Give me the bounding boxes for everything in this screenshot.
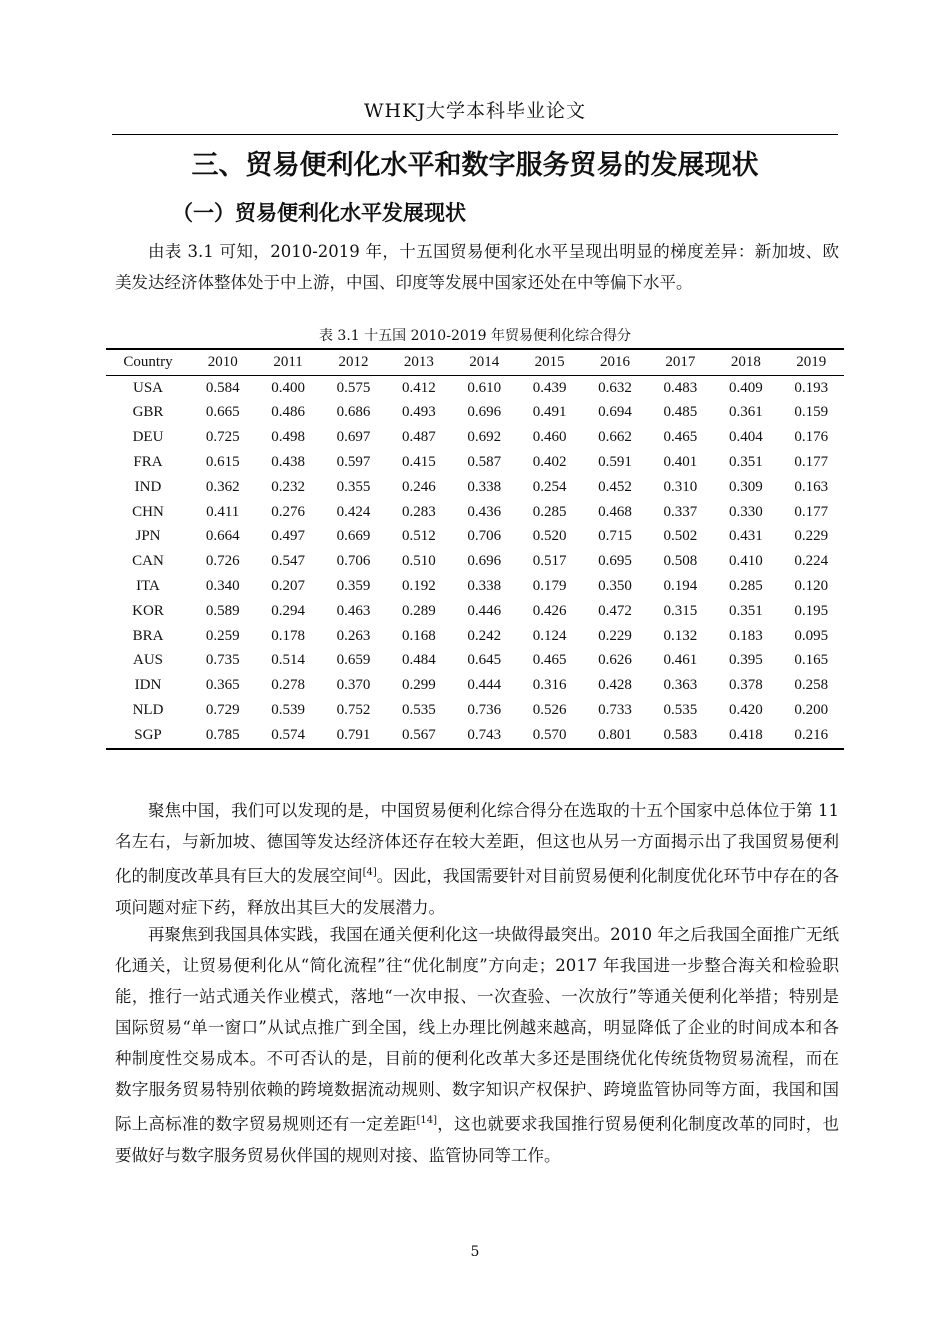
- score-cell: 0.412: [401, 379, 436, 396]
- score-cell: 0.498: [271, 429, 305, 446]
- country-cell: SGP: [134, 726, 162, 743]
- score-cell: 0.575: [336, 379, 371, 396]
- score-cell: 0.370: [336, 677, 371, 694]
- score-cell: 0.410: [728, 553, 763, 570]
- score-cell: 0.735: [205, 652, 240, 669]
- score-cell: 0.192: [401, 578, 436, 595]
- score-cell: 0.424: [336, 503, 371, 520]
- score-cell: 0.570: [532, 726, 567, 743]
- score-cell: 0.378: [728, 677, 763, 694]
- score-cell: 0.283: [401, 503, 436, 520]
- table-row: [106, 723, 844, 749]
- score-cell: 0.517: [532, 553, 567, 570]
- country-cell: NLD: [132, 702, 164, 719]
- paragraph-china-focus: [115, 795, 839, 923]
- score-cell: 0.350: [598, 578, 632, 595]
- score-cell: 0.177: [794, 503, 829, 520]
- section-title: 三、贸易便利化水平和数字服务贸易的发展现状: [191, 150, 759, 181]
- score-cell: 0.165: [794, 652, 829, 669]
- score-cell: 0.404: [728, 429, 763, 446]
- score-cell: 0.178: [271, 627, 305, 644]
- score-cell: 0.418: [728, 726, 763, 743]
- country-cell: KOR: [132, 602, 164, 619]
- score-cell: 0.493: [401, 404, 436, 421]
- score-cell: 0.686: [336, 404, 371, 421]
- score-cell: 0.362: [205, 478, 240, 495]
- table-caption: 表 3.1 十五国 2010-2019 年贸易便利化综合得分: [318, 328, 632, 344]
- column-header: 2016: [600, 353, 631, 370]
- country-cell: CHN: [132, 503, 164, 520]
- column-header: 2015: [534, 353, 565, 370]
- score-cell: 0.195: [794, 602, 829, 619]
- country-cell: FRA: [133, 454, 163, 471]
- column-header: 2012: [338, 353, 369, 370]
- score-cell: 0.337: [663, 503, 698, 520]
- trade-facilitation-table: [106, 348, 844, 750]
- score-cell: 0.179: [532, 578, 567, 595]
- citation-ref: [4]: [362, 867, 377, 878]
- score-cell: 0.436: [467, 503, 502, 520]
- score-cell: 0.461: [663, 652, 698, 669]
- score-cell: 0.526: [532, 702, 567, 719]
- score-cell: 0.242: [467, 627, 502, 644]
- score-cell: 0.587: [467, 454, 502, 471]
- score-cell: 0.395: [728, 652, 763, 669]
- country-cell: GBR: [132, 404, 164, 421]
- country-cell: DEU: [132, 429, 164, 446]
- score-cell: 0.502: [663, 528, 698, 545]
- score-cell: 0.444: [467, 677, 502, 694]
- table-row: [106, 475, 844, 500]
- score-cell: 0.743: [467, 726, 502, 743]
- score-cell: 0.276: [271, 503, 305, 520]
- table-row: [106, 500, 844, 525]
- score-cell: 0.610: [467, 379, 502, 396]
- column-header: 2010: [207, 353, 238, 370]
- score-cell: 0.508: [663, 553, 698, 570]
- score-cell: 0.401: [663, 454, 698, 471]
- table-row: [106, 401, 844, 426]
- score-cell: 0.095: [794, 627, 829, 644]
- score-cell: 0.514: [271, 652, 305, 669]
- score-cell: 0.200: [794, 702, 829, 719]
- score-cell: 0.438: [271, 454, 305, 471]
- score-cell: 0.409: [728, 379, 763, 396]
- score-cell: 0.567: [401, 726, 436, 743]
- table-row: [106, 375, 844, 400]
- intro-paragraph: 由表 3.1 可知，2010-2019 年，十五国贸易便利化水平呈现出明显的梯度差异：新加坡、欧美发达经济体整体处于中上游，中国、印度等发展中国家还处在中等偏下水平。: [115, 242, 839, 292]
- column-header: 2013: [403, 353, 434, 370]
- score-cell: 0.330: [728, 503, 763, 520]
- score-cell: 0.485: [663, 404, 698, 421]
- score-cell: 0.183: [728, 627, 763, 644]
- column-header: 2017: [665, 353, 696, 370]
- score-cell: 0.132: [663, 627, 698, 644]
- score-cell: 0.232: [271, 478, 305, 495]
- score-cell: 0.535: [663, 702, 698, 719]
- score-cell: 0.254: [532, 478, 567, 495]
- score-cell: 0.229: [598, 627, 632, 644]
- score-cell: 0.801: [598, 726, 632, 743]
- score-cell: 0.463: [336, 602, 371, 619]
- country-cell: AUS: [132, 652, 163, 669]
- column-header: Country: [123, 353, 173, 370]
- score-cell: 0.402: [532, 454, 567, 471]
- score-cell: 0.415: [401, 454, 436, 471]
- paragraph-text: 聚焦中国，我们可以发现的是，中国贸易便利化综合得分在选取的十五个国家中总体位于第 11 名左右，与新加坡、德国等发达经济体还存在较大差距，但这也从另一方面揭示出了我国贸易便利化的制度改革具有巨大的发展空间: [115, 801, 839, 886]
- score-cell: 0.486: [271, 404, 305, 421]
- country-cell: IND: [134, 478, 162, 495]
- score-cell: 0.733: [598, 702, 632, 719]
- paragraph-text: 。因此，我国需要针对目前贸易便利化制度优化环节中存在的各项问题对症下药，释放出其巨大的发展潜力。: [115, 866, 840, 917]
- score-cell: 0.662: [598, 429, 632, 446]
- score-cell: 0.487: [401, 429, 436, 446]
- column-header: 2019: [796, 353, 827, 370]
- score-cell: 0.351: [728, 602, 763, 619]
- score-cell: 0.258: [794, 677, 829, 694]
- score-cell: 0.124: [532, 627, 567, 644]
- score-cell: 0.420: [728, 702, 763, 719]
- score-cell: 0.446: [467, 602, 502, 619]
- score-cell: 0.574: [271, 726, 305, 743]
- country-cell: USA: [132, 379, 163, 396]
- subsection-title: （一）贸易便利化水平发展现状: [172, 201, 466, 225]
- table-row: [106, 525, 844, 550]
- running-header: WHKJ大学本科毕业论文: [364, 100, 586, 122]
- score-cell: 0.365: [205, 677, 240, 694]
- score-cell: 0.626: [598, 652, 632, 669]
- score-cell: 0.361: [728, 404, 763, 421]
- score-cell: 0.294: [271, 602, 305, 619]
- score-cell: 0.207: [271, 578, 305, 595]
- column-header: 2018: [730, 353, 761, 370]
- citation-ref: [14]: [416, 1115, 438, 1126]
- table-row: [106, 624, 844, 649]
- score-cell: 0.645: [467, 652, 502, 669]
- table-row: [106, 673, 844, 698]
- score-cell: 0.694: [598, 404, 632, 421]
- score-cell: 0.315: [663, 602, 698, 619]
- table-row: [106, 549, 844, 574]
- score-cell: 0.431: [728, 528, 763, 545]
- table-row: [106, 599, 844, 624]
- score-cell: 0.520: [532, 528, 567, 545]
- score-cell: 0.194: [663, 578, 698, 595]
- column-header: 2011: [273, 353, 303, 370]
- score-cell: 0.484: [401, 652, 436, 669]
- table-row: [106, 574, 844, 599]
- score-cell: 0.591: [598, 454, 632, 471]
- score-cell: 0.351: [728, 454, 763, 471]
- score-cell: 0.310: [663, 478, 698, 495]
- score-cell: 0.465: [663, 429, 698, 446]
- score-cell: 0.400: [271, 379, 305, 396]
- score-cell: 0.259: [205, 627, 240, 644]
- score-cell: 0.665: [205, 404, 240, 421]
- score-cell: 0.659: [336, 652, 371, 669]
- score-cell: 0.692: [467, 429, 502, 446]
- paragraph-text: 再聚焦到我国具体实践，我国在通关便利化这一块做得最突出。2010 年之后我国全面推广无纸化通关，让贸易便利化从“简化流程”往“优化制度”方向走；2017 年我国进一步整合海关和检验职能，推行一站式通关作业模式，落地“一次申报、一次查验、一次放行”等通关便利化举措；特别是国际贸易“单一窗口”从试点推广到全国，线上办理比例越来越高，明显降低了企业的时间成本和各种制度性交易成本。不可否认的是，目前的便利化改革大多还是围绕优化传统货物贸易流程，而在数字服务贸易特别依赖的跨境数据流动规则、数字知识产权保护、跨境监管协同等方面，我国和国际上高标准的数字贸易规则还有一定差距: [115, 925, 839, 1134]
- score-cell: 0.512: [401, 528, 436, 545]
- score-cell: 0.246: [401, 478, 436, 495]
- score-cell: 0.359: [336, 578, 371, 595]
- score-cell: 0.491: [532, 404, 567, 421]
- score-cell: 0.229: [794, 528, 829, 545]
- score-cell: 0.597: [336, 454, 371, 471]
- score-cell: 0.510: [401, 553, 436, 570]
- score-cell: 0.697: [336, 429, 371, 446]
- score-cell: 0.163: [794, 478, 829, 495]
- country-cell: JPN: [135, 528, 161, 545]
- column-header: 2014: [469, 353, 500, 370]
- score-cell: 0.289: [401, 602, 436, 619]
- score-cell: 0.363: [663, 677, 698, 694]
- score-cell: 0.696: [467, 404, 502, 421]
- score-cell: 0.791: [336, 726, 371, 743]
- score-cell: 0.715: [598, 528, 632, 545]
- country-cell: ITA: [136, 578, 160, 595]
- table-body: [106, 375, 844, 748]
- score-cell: 0.278: [271, 677, 305, 694]
- score-cell: 0.340: [205, 578, 240, 595]
- table-header-row: [106, 349, 844, 375]
- score-cell: 0.706: [336, 553, 371, 570]
- score-cell: 0.159: [794, 404, 829, 421]
- score-cell: 0.584: [205, 379, 240, 396]
- paragraph-practice: [115, 919, 839, 1171]
- page-number: 5: [470, 1244, 480, 1260]
- country-cell: IDN: [134, 677, 162, 694]
- score-cell: 0.583: [663, 726, 698, 743]
- score-cell: 0.176: [794, 429, 829, 446]
- score-cell: 0.632: [598, 379, 632, 396]
- score-cell: 0.669: [336, 528, 371, 545]
- header-rule: [112, 134, 838, 135]
- score-cell: 0.177: [794, 454, 829, 471]
- score-cell: 0.752: [336, 702, 371, 719]
- score-cell: 0.465: [532, 652, 567, 669]
- score-cell: 0.539: [271, 702, 305, 719]
- score-cell: 0.695: [598, 553, 632, 570]
- score-cell: 0.411: [206, 503, 240, 520]
- paragraph-text: ，这也就要求我国推行贸易便利化制度改革的同时，也要做好与数字服务贸易伙伴国的规则对接、监管协同等工作。: [115, 1114, 840, 1165]
- table-row: [106, 450, 844, 475]
- score-cell: 0.338: [467, 478, 502, 495]
- score-cell: 0.785: [205, 726, 240, 743]
- score-cell: 0.120: [794, 578, 829, 595]
- country-cell: CAN: [132, 553, 164, 570]
- table-row: [106, 425, 844, 450]
- score-cell: 0.439: [532, 379, 567, 396]
- score-cell: 0.426: [532, 602, 567, 619]
- score-cell: 0.316: [532, 677, 567, 694]
- score-cell: 0.309: [728, 478, 763, 495]
- score-cell: 0.706: [467, 528, 502, 545]
- score-cell: 0.483: [663, 379, 698, 396]
- score-cell: 0.452: [598, 478, 632, 495]
- score-cell: 0.736: [467, 702, 502, 719]
- score-cell: 0.428: [598, 677, 632, 694]
- score-cell: 0.285: [728, 578, 763, 595]
- score-cell: 0.726: [205, 553, 240, 570]
- score-cell: 0.193: [794, 379, 829, 396]
- table-row: [106, 649, 844, 674]
- score-cell: 0.285: [532, 503, 567, 520]
- score-cell: 0.224: [794, 553, 829, 570]
- score-cell: 0.615: [205, 454, 240, 471]
- score-cell: 0.216: [794, 726, 829, 743]
- country-cell: BRA: [132, 627, 164, 644]
- score-cell: 0.472: [598, 602, 632, 619]
- score-cell: 0.168: [401, 627, 436, 644]
- score-cell: 0.299: [401, 677, 436, 694]
- score-cell: 0.338: [467, 578, 502, 595]
- score-cell: 0.729: [205, 702, 240, 719]
- score-cell: 0.589: [205, 602, 240, 619]
- score-cell: 0.696: [467, 553, 502, 570]
- score-cell: 0.535: [401, 702, 436, 719]
- score-cell: 0.460: [532, 429, 567, 446]
- score-cell: 0.725: [205, 429, 240, 446]
- score-cell: 0.468: [598, 503, 632, 520]
- score-cell: 0.355: [336, 478, 371, 495]
- table-row: [106, 698, 844, 723]
- score-cell: 0.263: [336, 627, 371, 644]
- score-cell: 0.664: [205, 528, 240, 545]
- score-cell: 0.547: [271, 553, 305, 570]
- score-cell: 0.497: [271, 528, 305, 545]
